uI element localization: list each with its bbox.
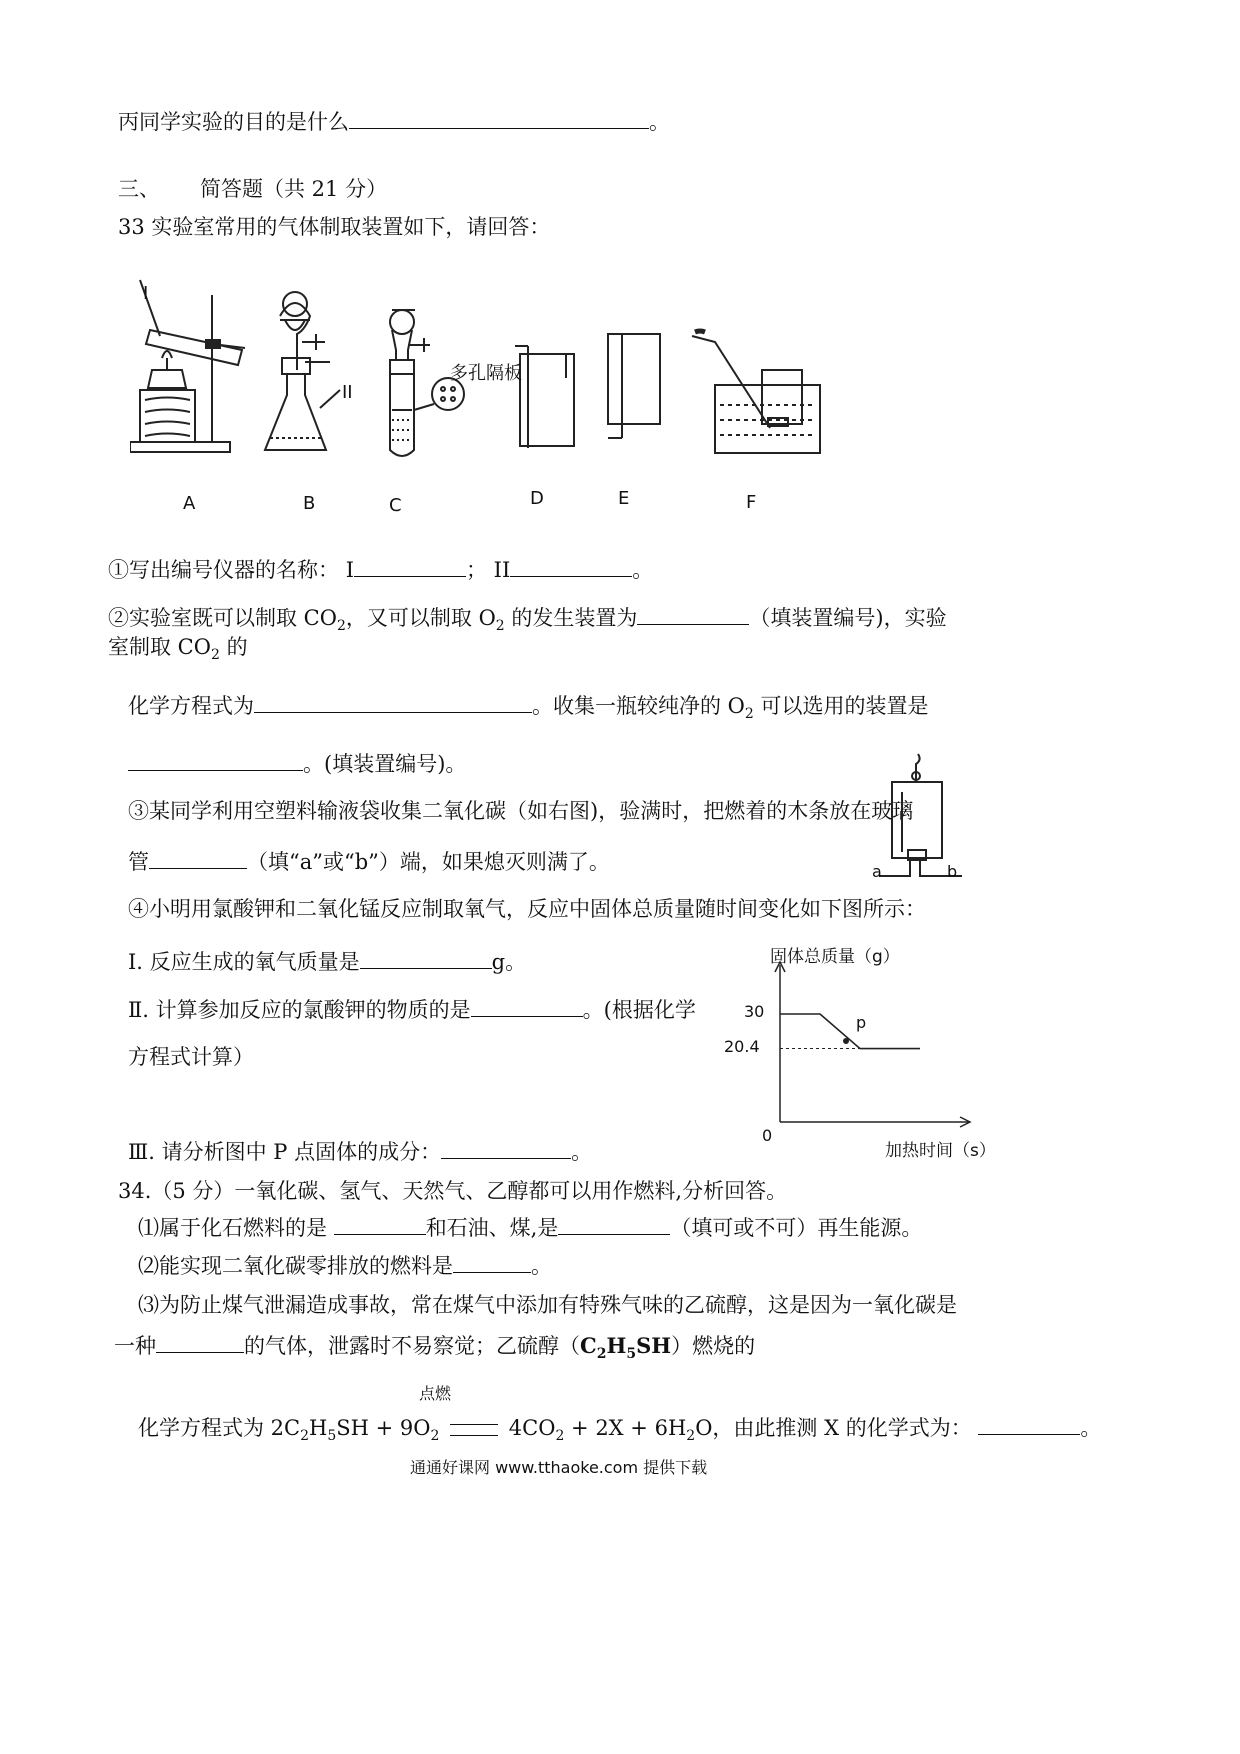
chart-xlabel: 加热时间（s） xyxy=(885,1141,996,1161)
letter-e: E xyxy=(618,488,630,509)
point-p xyxy=(843,1038,849,1044)
letter-b: B xyxy=(303,493,316,514)
blank-gas-property[interactable] xyxy=(156,1332,244,1353)
apparatus-e xyxy=(608,334,660,438)
q33-part4-iii: Ⅲ. 请分析图中 P 点固体的成分： 。 xyxy=(128,1140,593,1164)
y-tick-30: 30 xyxy=(744,1002,765,1021)
letter-a: A xyxy=(183,493,196,514)
blank-zero-emission[interactable] xyxy=(453,1252,531,1273)
letter-d: D xyxy=(530,488,544,509)
blank-instrument-ii[interactable] xyxy=(510,556,632,577)
blank-instrument-i[interactable] xyxy=(354,556,466,577)
q33-part4-i: Ⅰ. 反应生成的氧气质量是 g。 xyxy=(128,950,527,974)
q34-equation: 化学方程式为 $2C_2H_5SH + 9O_2$ $4CO_2 + 2X + 6H_2O$，由此推测 X 的化学式为： 。 xyxy=(138,1416,1102,1445)
answer-blank[interactable] xyxy=(349,108,649,129)
blank-p-solid[interactable] xyxy=(441,1138,571,1159)
label-instrument-i: I xyxy=(143,283,149,304)
apparatus-b xyxy=(265,292,340,450)
letter-f: F xyxy=(746,492,757,513)
section-heading: 三、 简答题（共 21 分） xyxy=(118,177,388,201)
blank-oxygen-mass[interactable] xyxy=(360,948,492,969)
q33-part3-line2: 管 （填“a”或“b”）端，如果熄灭则满了。 xyxy=(128,850,610,874)
chart-origin: 0 xyxy=(762,1126,773,1145)
blank-fossil-fuel[interactable] xyxy=(334,1214,426,1235)
blank-generator[interactable] xyxy=(637,604,749,625)
q33-part2-line4: 。(填装置编号)。 xyxy=(128,750,466,778)
label-instrument-ii: II xyxy=(342,382,353,403)
blank-renewable[interactable] xyxy=(558,1214,670,1235)
blank-tube-end[interactable] xyxy=(149,848,247,869)
y-tick-20-4: 20.4 xyxy=(724,1036,760,1056)
q33-part3-line1: ③某同学利用空塑料输液袋收集二氧化碳（如右图)，验满时，把燃着的木条放在玻璃 xyxy=(128,799,914,823)
bag-label-a: a xyxy=(872,862,882,881)
porous-plate-label: 多孔隔板 xyxy=(450,363,522,384)
blank-kclo3[interactable] xyxy=(471,996,583,1017)
q33-part2-line1: ②实验室既可以制取 $CO_2$，又可以制取 $O_2$ 的发生装置为 （填装置编号)，实验 xyxy=(108,606,947,635)
q34-heading: 34.（5 分）一氧化碳、氢气、天然气、乙醇都可以用作燃料,分析回答。 xyxy=(118,1179,788,1203)
mass-series-line xyxy=(780,1014,920,1049)
apparatus-f xyxy=(692,331,820,453)
q33-part4-ii-cont: 方程式计算） xyxy=(128,1045,254,1069)
page-footer: 通通好课网 www.tthaoke.com 提供下载 xyxy=(410,1458,708,1477)
q33-intro: 33 实验室常用的气体制取装置如下，请回答： xyxy=(118,215,551,239)
apparatus-figure xyxy=(130,270,850,500)
letter-c: C xyxy=(389,495,402,516)
q33-part2-line2: 室制取 $CO_2$ 的 xyxy=(108,635,248,664)
q34-part1: ⑴属于化石燃料的是 和石油、煤,是 （填可或不可）再生能源。 xyxy=(138,1216,923,1240)
apparatus-a xyxy=(130,280,245,452)
q34-part3-line2: 一种 的气体，泄露时不易察觉；乙硫醇$(C_2H_5SH)$燃烧的 xyxy=(114,1333,756,1363)
apparatus-d xyxy=(515,346,574,448)
q33-part4-intro: ④小明用氯酸钾和二氧化锰反应制取氧气，反应中固体总质量随时间变化如下图所示： xyxy=(128,897,926,921)
purpose-question: 丙同学实验的目的是什么 。 xyxy=(118,110,670,134)
q33-part4-ii: Ⅱ. 计算参加反应的氯酸钾的物质的是 。(根据化学 xyxy=(128,998,696,1022)
chart-ylabel: 固体总质量（g） xyxy=(770,947,900,967)
bag-label-b: b xyxy=(947,862,958,881)
q34-part2: ⑵能实现二氧化碳零排放的燃料是 。 xyxy=(138,1254,552,1278)
blank-equation[interactable] xyxy=(254,692,532,713)
q34-part3-line1: ⑶为防止煤气泄漏造成事故，常在煤气中添加有特殊气味的乙硫醇，这是因为一氧化碳是 xyxy=(138,1293,957,1317)
q33-part1: ①写出编号仪器的名称： I ； II 。 xyxy=(108,558,654,582)
equals-sign xyxy=(450,1424,498,1436)
blank-collector[interactable] xyxy=(128,750,303,771)
blank-x-formula[interactable] xyxy=(978,1414,1080,1435)
purpose-text: 丙同学实验的目的是什么 xyxy=(118,110,349,134)
q33-part2-line3: 化学方程式为 。收集一瓶较纯净的 $O_2$ 可以选用的装置是 xyxy=(128,694,929,723)
point-p-label: p xyxy=(856,1013,867,1032)
chart-plot xyxy=(760,960,980,1130)
reaction-condition: 点燃 xyxy=(419,1384,452,1403)
